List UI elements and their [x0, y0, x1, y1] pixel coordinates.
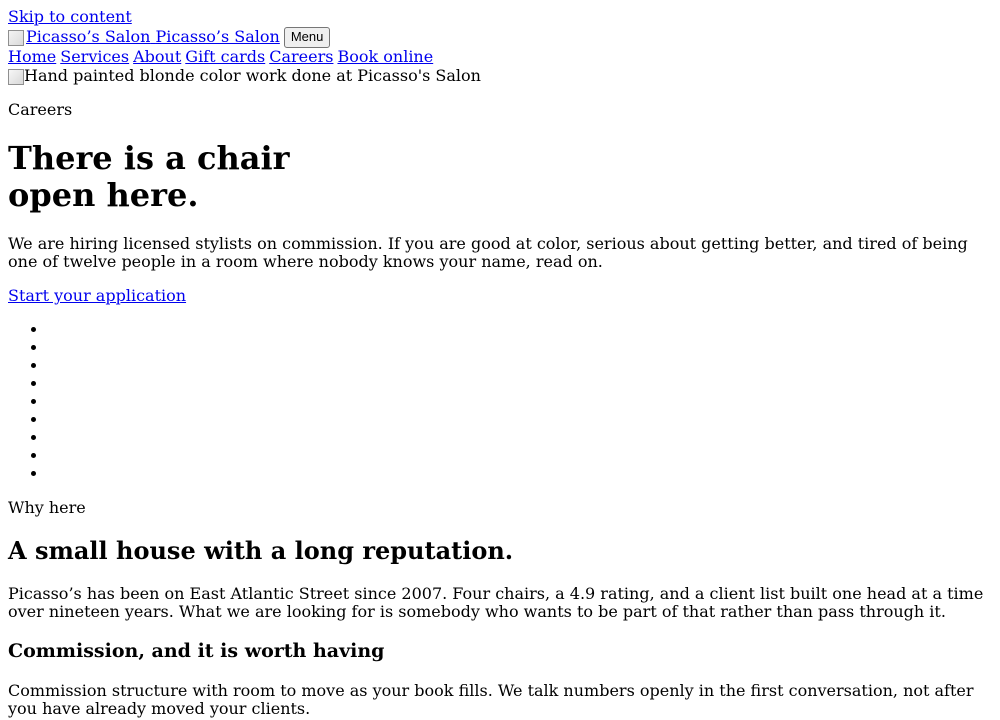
nav-gift-cards[interactable]: Gift cards — [185, 47, 266, 66]
bullet-item — [48, 339, 992, 357]
why-here-heading: A small house with a long reputation. — [8, 536, 514, 565]
bullet-item — [48, 357, 992, 375]
brand-link[interactable] — [8, 28, 280, 46]
bullet-item — [48, 465, 992, 483]
why-here-eyebrow: Why here — [8, 498, 86, 517]
nav-about[interactable]: About — [133, 47, 182, 66]
empty-bullet-list — [8, 321, 992, 483]
start-application-link[interactable]: Start your application — [8, 286, 187, 305]
hero-image — [8, 67, 992, 85]
main-content — [8, 101, 992, 718]
careers-title-line-1: There is a chair — [8, 139, 290, 177]
careers-title-line-2: open here. — [8, 176, 199, 214]
broken-logo-image-icon — [8, 30, 24, 46]
nav-careers[interactable]: Careers — [269, 47, 334, 66]
bullet-item — [48, 321, 992, 339]
brand-line — [8, 26, 992, 48]
nav-book-online[interactable]: Book online — [337, 47, 434, 66]
bullet-item — [48, 411, 992, 429]
menu-button[interactable]: Menu — [284, 27, 331, 48]
nav-home[interactable]: Home — [8, 47, 57, 66]
bullet-item — [48, 393, 992, 411]
commission-heading: Commission, and it is worth having — [8, 640, 385, 662]
broken-hero-image-icon — [8, 69, 24, 85]
hero-image-alt-text: Hand painted blonde color work done at Picasso's Salon — [24, 66, 481, 85]
skip-to-content-link[interactable]: Skip to content — [8, 7, 132, 26]
nav-services[interactable]: Services — [60, 47, 130, 66]
application-cta-wrapper — [8, 287, 992, 305]
commission-body: Commission structure with room to move as your book fills. We talk numbers openly in the first conversation, not after you have already moved your clients. — [8, 681, 974, 718]
careers-intro: We are hiring licensed stylists on commission. If you are good at color, serious about getting better, and tired of being one of twelve people in a room where nobody knows your name, read on. — [8, 234, 968, 271]
main-navigation — [8, 48, 992, 66]
bullet-item — [48, 375, 992, 393]
why-here-body: Picasso’s has been on East Atlantic Street since 2007. Four chairs, a 4.9 rating, and a client list built one head at a time over nineteen years. What we are looking for is somebody who wants to be part of that rather than pass through it. — [8, 584, 984, 621]
careers-title — [8, 140, 992, 214]
brand-name: Picasso’s Salon — [155, 27, 280, 46]
careers-eyebrow: Careers — [8, 100, 73, 119]
site-header — [8, 26, 992, 85]
logo-alt-text: Picasso’s Salon — [26, 27, 151, 46]
bullet-item — [48, 447, 992, 465]
bullet-item — [48, 429, 992, 447]
